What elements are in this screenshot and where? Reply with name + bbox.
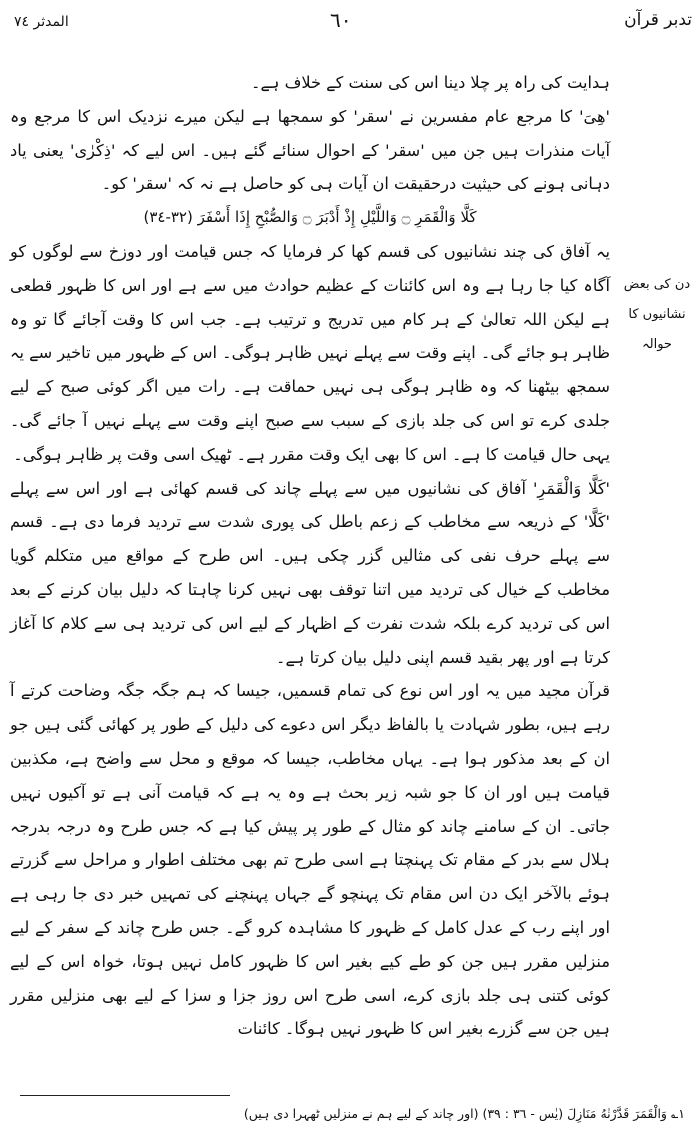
page-number: ٦٠	[330, 8, 352, 32]
footnote-divider	[20, 1095, 230, 1096]
paragraph: 'ھِیَ' کا مرجع عام مفسرین نے 'سقر' کو سمجھا ہے لیکن میرے نزدیک اس کا مرجع وہ آیات منذرات ہیں جن میں 'سقر' کے احوال سنائے گئے ہیں۔ اس لیے کہ 'ذِکْرٰی' یعنی یاد دہانی ہونے کی حیثیت درحقیقت ان آیات ہی کو حاصل ہے نہ کہ 'سقر' کو۔	[10, 106, 610, 194]
book-title: تدبر قرآن	[624, 10, 692, 30]
main-text	[10, 66, 610, 1046]
footnote: ١؎ وَالْقَمَرَ قَدَّرْنٰهُ مَنَازِلَ (یٰس - ٣٦ : ٣٩) (اور چاند کے لیے ہم نے منزلیں ٹھہرا دی ہیں)	[243, 1106, 685, 1121]
quran-verse: كَلَّا وَالْقَمَرِ ۝ وَاللَّيْلِ إِذْ أَدْبَرَ ۝ وَالصُّبْحِ إِذَا أَسْفَرَ (٣٢-٣٤)	[143, 208, 477, 227]
page-header	[0, 6, 700, 40]
marginal-note: دن کی بعض نشانیوں کا حوالہ	[623, 277, 691, 352]
paragraph: قرآن مجید میں یہ اور اس نوع کی تمام قسمیں، جیسا کہ ہم جگہ جگہ وضاحت کرتے آ رہے ہیں، بطور شہادت یا بالفاظ دیگر اس دعوے کی دلیل کے طور پر کھائی گئی ہیں جو ان کے بعد مذکور ہوا ہے۔ یہاں مخاطب، جیسا کہ موقع و محل سے واضح ہے، مکذبین قیامت ہیں اور ان کا جو شبہ زیر بحث ہے وہ یہ ہے کہ قیامت آنی ہے تو آکیوں نہیں جاتی۔ ان کے سامنے چاند کو مثال کے طور پر پیش کیا ہے کہ جس طرح وہ درجہ بدرجہ ہلال سے بدر کے مقام تک پہنچتا ہے اسی طرح تم بھی مختلف اطوار و مراحل سے گزرتے ہوئے بالآخر ایک دن اس مقام تک پہنچو گے جہاں پہنچنے کی تمہیں خبر دی جا رہی ہے اور اپنے رب کے عدل کامل کے ظہور کا مشاہدہ کرو گے۔ جس طرح چاند کے سفر کے لیے منزلیں مقرر ہیں جن کو طے کیے بغیر اس کا ظہور کامل نہیں ہوتا، خواہ اس کے لیے کوئی کتنی ہی جلد بازی کرے، اسی طرح اس روز جزا و سزا کے لیے بھی منزلیں مقرر ہیں جن سے گزرے بغیر اس کا ظہور نہیں ہوگا۔ کائنات	[10, 681, 610, 1039]
paragraph: 'کَلَّا وَالْقَمَرِ' آفاق کی نشانیوں میں سے پہلے چاند کی قسم کھائی ہے اور اس سے پہلے 'کَلَّا' کے ذریعہ سے مخاطب کے زعم باطل کی پوری شدت سے تردید فرما دی ہے۔ قسم سے پہلے حرف نفی کی مثالیں گزر چکی ہیں۔ اس طرح کے مواقع میں متکلم گویا مخاطب کے خیال کی تردید میں اتنا توقف بھی نہیں کرنا چاہتا کہ دلیل بیان کرنے کے بعد اس کی تردید کرے بلکہ شدت نفرت کے اظہار کے لیے اس کی تردید ہی سے کلام کا آغاز کرتا ہے اور پھر بقید قسم اپنی دلیل بیان کرتا ہے۔	[10, 478, 610, 667]
surah-reference: المدثر ٧٤	[14, 14, 69, 30]
paragraph: یہ آفاق کی چند نشانیوں کی قسم کھا کر فرمایا کہ جس قیامت اور دوزخ سے لوگوں کو آگاہ کیا جا رہا ہے وہ اس کائنات کے عظیم حوادث میں سے ہے اور اس کا ظہور قطعی ہے لیکن اللہ تعالیٰ کے ہر کام میں تدریج و ترتیب ہے۔ جب اس کا وقت آجائے گا تو وہ ظاہر ہو جائے گی۔ اپنے وقت سے پہلے نہیں ظاہر ہوگی۔ اس کے ظہور میں تاخیر سے یہ سمجھ بیٹھنا کہ وہ ظاہر ہوگی ہی نہیں حماقت ہے۔ رات میں اگر کوئی صبح کے لیے جلدی کرے تو اس کی جلد بازی کے سبب سے صبح اپنے وقت سے پہلے نہیں آ جائے گی۔ یہی حال قیامت کا ہے۔ اس کا بھی ایک وقت مقرر ہے۔ ٹھیک اسی وقت پر ظاہر ہوگی۔	[9, 241, 610, 464]
paragraph: ہدایت کی راہ پر چلا دینا اس کی سنت کے خلاف ہے۔	[250, 73, 610, 92]
